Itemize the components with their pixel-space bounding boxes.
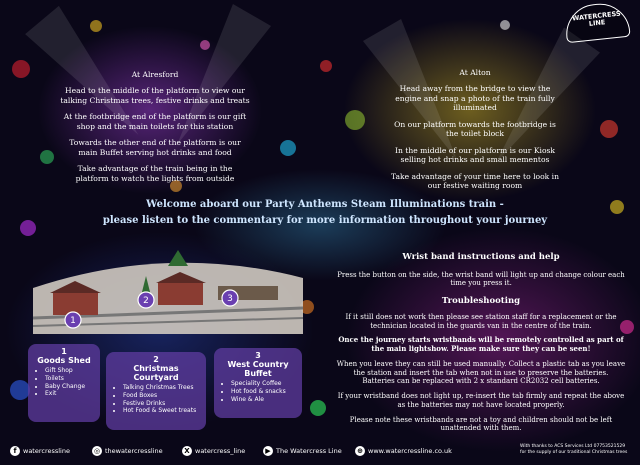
- website-url: www.watercressline.co.uk: [368, 447, 452, 455]
- troubleshooting-heading: Troubleshooting: [441, 296, 521, 307]
- alresford-paragraph: Head to the middle of the platform to view our talking Christmas trees, festive drinks and treats: [60, 86, 250, 105]
- map-marker-label: 2: [143, 296, 149, 306]
- thanks-line-1: With thanks to ACS Services Ltd 07753521529: [520, 444, 626, 449]
- alton-paragraph: On our platform towards the footbridge is the toilet block: [394, 119, 556, 139]
- youtube-icon: ▶: [263, 446, 273, 456]
- station-amenity: • Baby Change: [45, 383, 95, 391]
- station-amenity: • Festive Drinks: [123, 400, 201, 408]
- station-amenity: • Talking Christmas Trees: [123, 384, 201, 392]
- map-marker-label: 1: [70, 316, 76, 326]
- alresford-paragraph: Towards the other end of the platform is our main Buffet serving hot drinks and food: [69, 138, 241, 157]
- station-card-west-country-buffet: [214, 348, 302, 418]
- alresford-heading: At Alresford: [131, 70, 179, 79]
- x-handle: watercress_line: [195, 447, 246, 455]
- troubleshooting-paragraph: Once the journey starts wristbands will be remotely controlled as part of the main lightshow. Please make sure they can be seen!: [338, 335, 624, 353]
- x-link[interactable]: [182, 446, 245, 456]
- station-amenity: • Hot food & snacks: [231, 388, 297, 396]
- alton-paragraph: Head away from the bridge to view the engine and snap a photo of the train fully illuminated: [395, 84, 555, 113]
- station-number: 3: [255, 351, 261, 360]
- station-amenity: • Toilets: [45, 375, 95, 383]
- welcome-banner: [100, 197, 550, 229]
- watercress-line-logo: WATERCRESS LINE: [563, 1, 630, 43]
- map-marker-label: 3: [227, 294, 233, 304]
- station-amenity: • Gift Shop: [45, 367, 95, 375]
- alresford-section: [60, 70, 250, 190]
- alton-section: [390, 68, 560, 198]
- instagram-link[interactable]: [92, 446, 163, 456]
- station-name: Goods Shed: [37, 356, 91, 365]
- alton-paragraph: Take advantage of your time here to look in our festive waiting room: [390, 171, 559, 191]
- instagram-handle: thewatercressline: [105, 447, 163, 455]
- facebook-link[interactable]: [10, 446, 70, 456]
- troubleshooting-paragraph: Batteries can be replaced with 2 x standard CR2032 cell batteries.: [362, 377, 600, 386]
- station-amenity: • Speciality Coffee: [231, 380, 297, 388]
- station-name: West Country Buffet: [227, 360, 289, 378]
- station-amenity: • Hot Food & Sweet treats: [123, 407, 201, 415]
- station-amenity: • Food Boxes: [123, 392, 201, 400]
- youtube-handle: The Watercress Line: [276, 447, 342, 455]
- welcome-line-2: please listen to the commentary for more information throughout your journey: [102, 215, 548, 226]
- website-link[interactable]: [355, 446, 452, 456]
- station-card-christmas-courtyard: [106, 352, 206, 430]
- alresford-paragraph: Take advantage of the train being in the platform to watch the lights from outside: [75, 164, 235, 183]
- facebook-handle: watercressline: [23, 447, 70, 455]
- thanks-line-2: for the supply of our traditional Christmas trees: [520, 449, 628, 455]
- alresford-paragraph: At the footbridge end of the platform is our gift shop and the main toilets for this station: [63, 112, 247, 131]
- welcome-line-1: Welcome aboard our Party Anthems Steam Illuminations train -: [146, 199, 504, 210]
- wristband-instructions: [336, 252, 626, 439]
- youtube-link[interactable]: [263, 446, 342, 456]
- station-amenity: • Exit: [45, 390, 95, 398]
- station-name: Christmas Courtyard: [133, 364, 179, 382]
- troubleshooting-paragraph: When you leave they can still be used manually. Collect a plastic tab as you leave the station and insert the tab when not in use to preserve the batteries.: [336, 359, 626, 377]
- footer-social-bar: [0, 438, 640, 465]
- wristband-heading: Wrist band instructions and help: [402, 252, 560, 262]
- station-card-goods-shed: [28, 344, 100, 422]
- sponsor-thanks: [520, 444, 630, 456]
- station-number: 1: [61, 347, 67, 356]
- troubleshooting-paragraph: Please note these wristbands are not a toy and children should not be left unattended with them.: [349, 415, 613, 433]
- troubleshooting-paragraph: If it still does not work then please see station staff for a replacement or the technician located in the guards van in the centre of the train.: [345, 312, 617, 330]
- wristband-intro: Press the button on the side, the wrist band will light up and change colour each time you press it.: [337, 270, 625, 288]
- alton-heading: At Alton: [459, 68, 491, 77]
- station-map-illustration: [28, 248, 308, 334]
- troubleshooting-paragraph: If your wristband does not light up, re-insert the tab firmly and repeat the above as the batteries may not have located properly.: [337, 392, 625, 409]
- station-amenity: • Wine & Ale: [231, 396, 297, 404]
- alton-paragraph: In the middle of our platform is our Kiosk selling hot drinks and small mementos: [394, 145, 556, 165]
- x-icon: X: [182, 446, 192, 456]
- station-number: 2: [153, 355, 159, 364]
- facebook-icon: f: [10, 446, 20, 456]
- globe-icon: ⊕: [355, 446, 365, 456]
- instagram-icon: ◎: [93, 447, 101, 455]
